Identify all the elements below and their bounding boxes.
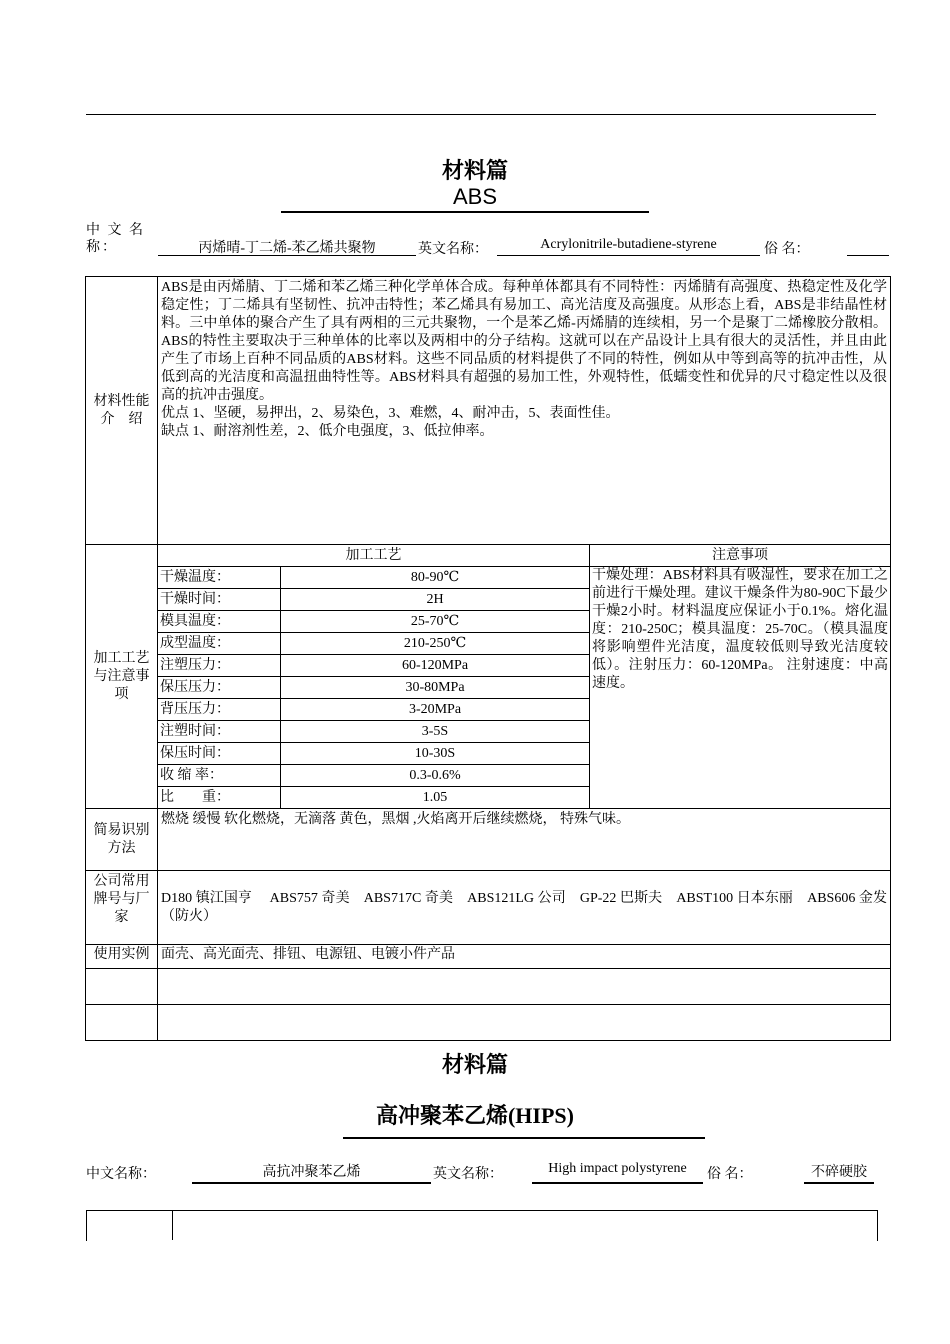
empty-cell [158, 1005, 891, 1041]
title-underline [281, 211, 649, 213]
en-name-value: Acrylonitrile-butadiene-styrene [497, 237, 760, 256]
process-key: 背压压力： [158, 699, 281, 721]
process-key: 干燥温度： [158, 567, 281, 589]
cn-name-label: 中文名称： [86, 1167, 156, 1182]
process-key: 比 重： [158, 787, 281, 809]
process-key: 注塑时间： [158, 721, 281, 743]
process-key: 保压时间： [158, 743, 281, 765]
identify-label: 简易识别方法 [86, 809, 158, 871]
process-key: 保压压力： [158, 677, 281, 699]
process-label: 加工工艺与注意事项 [86, 545, 158, 809]
alias-value [847, 237, 889, 256]
header-rule [86, 114, 876, 115]
empty-cell [158, 969, 891, 1005]
alias-label: 俗 名： [707, 1167, 753, 1182]
process-key: 收 缩 率： [158, 765, 281, 787]
process-value: 80-90℃ [281, 567, 590, 589]
props-cell [158, 277, 891, 545]
process-table [157, 544, 891, 809]
hips-spec-table [86, 1210, 878, 1241]
table-divider [172, 1210, 173, 1240]
process-value: 3-20MPa [281, 699, 590, 721]
section-title: 材料篇 [441, 158, 508, 183]
process-value: 25-70℃ [281, 611, 590, 633]
process-key: 注塑压力： [158, 655, 281, 677]
process-value: 10-30S [281, 743, 590, 765]
notes-text: 干燥处理：ABS材料具有吸湿性，要求在加工之前进行干燥处理。建议干燥条件为80-90C下最少干燥2小时。材料温度应保证小于0.1%。熔化温度：210-250C；模具温度：25-70C。（模具温度将影响塑件光洁度，温度较低则导致光洁度较低）。注射压力：60-120MPa。 注射速度：中高速度。 [590, 567, 891, 809]
process-value: 1.05 [281, 787, 590, 809]
cn-name-label: 中 文 名称： [86, 223, 145, 255]
identify-text: 燃烧 缓慢 软化燃烧，无滴落 黄色，黑烟 ,火焰离开后继续燃烧， 特殊气味。 [158, 809, 891, 871]
props-label: 材料性能介 绍 [86, 277, 158, 545]
notes-header: 注意事项 [590, 545, 891, 567]
empty-cell [86, 1005, 158, 1041]
brands-label: 公司常用牌号与厂家 [86, 871, 158, 945]
alias-value: 不碎硬胶 [804, 1161, 874, 1184]
empty-cell [86, 969, 158, 1005]
en-name-value: High impact polystyrene [532, 1161, 703, 1184]
props-cons: 缺点 1、耐溶剂性差，2、低介电强度，3、低拉伸率。 [161, 424, 494, 439]
abs-spec-table [85, 276, 891, 1041]
process-value: 30-80MPa [281, 677, 590, 699]
process-cell [158, 545, 891, 809]
process-value: 210-250℃ [281, 633, 590, 655]
brands-text: D180 镇江国亨 ABS757 奇美 ABS717C 奇美 ABS121LG 公司 GP-22 巴斯夫 ABST100 日本东丽 ABS606 金发（防火） [158, 871, 891, 945]
props-paragraph: ABS是由丙烯腈、丁二烯和苯乙烯三种化学单体合成。每种单体都具有不同特性：丙烯腈有高强度、热稳定性及化学稳定性；丁二烯具有坚韧性、抗冲击特性；苯乙烯具有易加工、高光洁度及高强度。从形态上看，ABS是非结晶性材料。三中单体的聚合产生了具有两相的三元共聚物，一个是苯乙烯-丙烯腈的连续相，另一个是聚丁二烯橡胶分散相。ABS的特性主要取决于三种单体的比率以及两相中的分子结构。这就可以在产品设计上具有很大的灵活性，并且由此产生了市场上百种不同品质的ABS材料。这些不同品质的材料提供了不同的特性，例如从中等到高等的抗冲击性，从低到高的光洁度和高温扭曲特性等。ABS材料具有超强的易加工性，外观特性，低蠕变性和优异的尺寸稳定性以及很高的抗冲击强度。 [161, 280, 887, 403]
section-title: 材料篇 [441, 1052, 508, 1077]
material-title: 高冲聚苯乙烯(HIPS) [375, 1103, 574, 1128]
material-title: ABS [452, 184, 498, 209]
usage-label: 使用实例 [86, 945, 158, 969]
en-name-label: 英文名称： [433, 1167, 503, 1182]
cn-name-value: 丙烯晴-丁二烯-苯乙烯共聚物 [158, 237, 416, 256]
en-name-label: 英文名称： [418, 242, 488, 257]
process-header: 加工工艺 [158, 545, 590, 567]
process-key: 模具温度： [158, 611, 281, 633]
process-key: 成型温度： [158, 633, 281, 655]
props-pros: 优点 1、坚硬，易押出，2、易染色，3、难燃，4、耐冲击，5、表面性佳。 [161, 406, 620, 421]
process-value: 2H [281, 589, 590, 611]
alias-label: 俗 名： [764, 242, 810, 257]
process-value: 60-120MPa [281, 655, 590, 677]
process-value: 0.3-0.6% [281, 765, 590, 787]
process-key: 干燥时间： [158, 589, 281, 611]
usage-text: 面壳、高光面壳、排钮、电源钮、电镀小件产品 [158, 945, 891, 969]
cn-name-value: 高抗冲聚苯乙烯 [192, 1161, 431, 1184]
title-underline [343, 1137, 705, 1139]
process-row [158, 567, 891, 589]
process-value: 3-5S [281, 721, 590, 743]
